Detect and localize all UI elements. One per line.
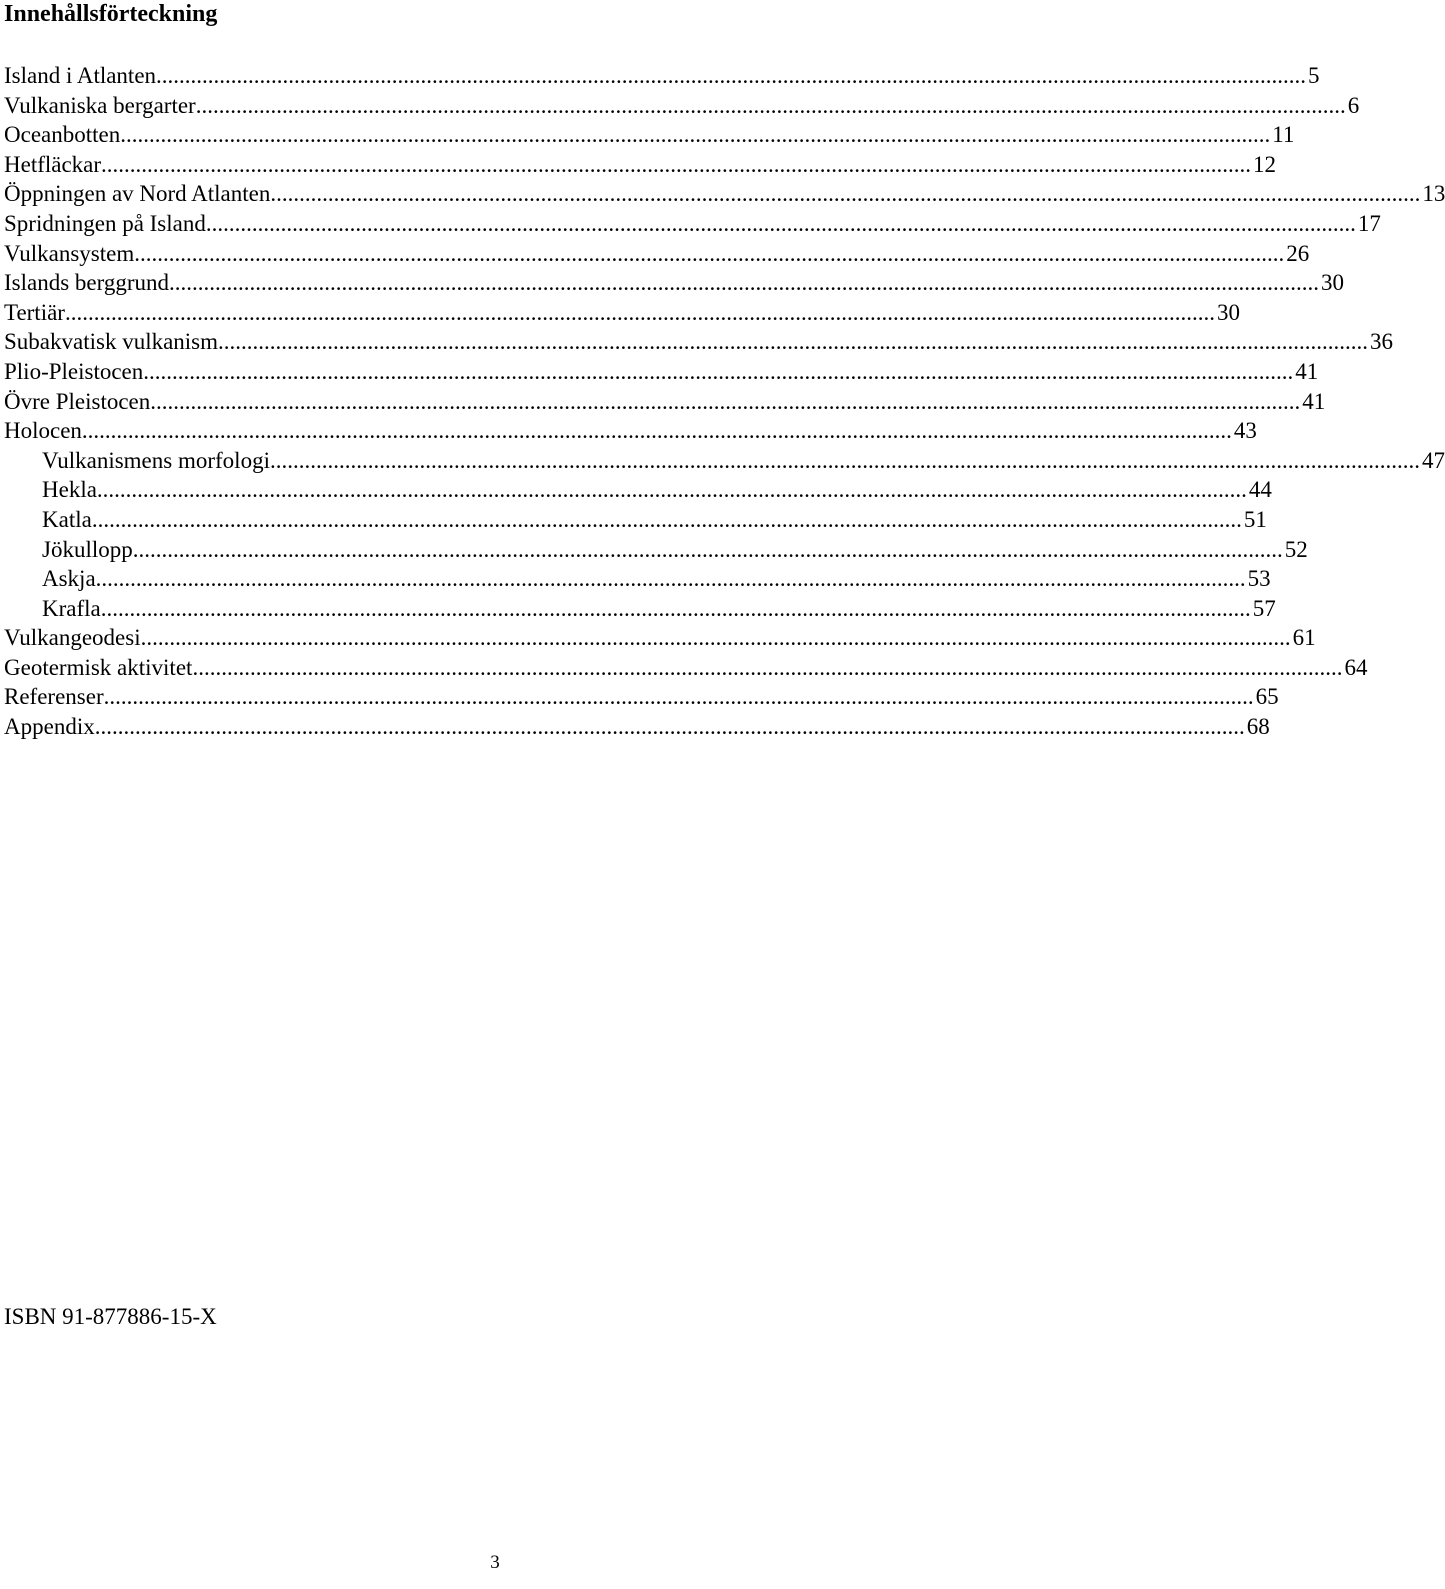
dot-leader: ........................................................................................................................................................................................................: [205, 210, 1356, 236]
toc-entry-page: 52: [1284, 536, 1308, 562]
toc-entry[interactable]: [4, 446, 1445, 476]
toc-entry[interactable]: [4, 712, 1270, 742]
dot-leader: ........................................................................................................................................................................................................: [134, 240, 1285, 266]
dot-leader: ........................................................................................................................................................................................................: [91, 506, 1242, 532]
toc-entry-title: Oceanbotten: [4, 122, 121, 148]
dot-leader: ........................................................................................................................................................................................................: [169, 270, 1320, 296]
toc-entry-page: 6: [1347, 92, 1360, 118]
toc-entry[interactable]: [4, 594, 1276, 624]
toc-entry-page: 43: [1233, 418, 1257, 444]
dot-leader: ........................................................................................................................................................................................................: [270, 181, 1421, 207]
toc-entry-title: Tertiär: [4, 299, 65, 325]
toc-entry-title: Katla: [42, 506, 92, 532]
toc-entry[interactable]: [4, 387, 1326, 417]
toc-entry-page: 44: [1248, 477, 1272, 503]
toc-entry-title: Jökullopp: [42, 536, 133, 562]
toc-entry[interactable]: [4, 91, 1360, 121]
dot-leader: ........................................................................................................................................................................................................: [101, 151, 1252, 177]
dot-leader: ........................................................................................................................................................................................................: [150, 388, 1301, 414]
dot-leader: ........................................................................................................................................................................................................: [269, 447, 1420, 473]
toc-entry[interactable]: [4, 564, 1271, 594]
toc-entry-page: 26: [1286, 240, 1310, 266]
dot-leader: ........................................................................................................................................................................................................: [64, 299, 1215, 325]
toc-entry-page: 41: [1302, 388, 1326, 414]
toc-entry[interactable]: [4, 61, 1320, 91]
dot-leader: ........................................................................................................................................................................................................: [94, 714, 1245, 740]
toc-entry-page: 41: [1295, 358, 1319, 384]
toc-entry[interactable]: [4, 120, 1295, 150]
toc-entry-page: 30: [1216, 299, 1240, 325]
dot-leader: ........................................................................................................................................................................................................: [95, 566, 1246, 592]
toc-entry-page: 68: [1246, 714, 1270, 740]
toc-entry-title: Islands berggrund: [4, 270, 170, 296]
toc-entry-page: 5: [1308, 63, 1320, 88]
toc-entry-page: 11: [1272, 122, 1295, 148]
toc-entry-page: 13: [1422, 181, 1445, 207]
toc-entry[interactable]: [4, 179, 1445, 209]
toc-entry[interactable]: [4, 475, 1272, 505]
toc-entry-title: Appendix: [4, 714, 95, 740]
dot-leader: ........................................................................................................................................................................................................: [195, 92, 1346, 118]
dot-leader: ........................................................................................................................................................................................................: [218, 329, 1369, 355]
table-of-contents: [4, 61, 1445, 742]
toc-entry-title: Öppningen av Nord Atlanten: [4, 181, 271, 207]
toc-entry[interactable]: [4, 327, 1394, 357]
toc-entry-title: Askja: [42, 566, 96, 592]
toc-entry-page: 51: [1243, 506, 1267, 532]
toc-entry-title: Island i Atlanten: [4, 63, 157, 88]
toc-entry-title: Geotermisk aktivitet: [4, 654, 193, 680]
toc-entry-title: Plio-Pleistocen: [4, 358, 144, 384]
toc-entry[interactable]: [4, 239, 1310, 269]
toc-entry-title: Hekla: [42, 477, 97, 503]
dot-leader: ........................................................................................................................................................................................................: [140, 625, 1291, 651]
toc-entry-title: Krafla: [42, 595, 101, 621]
dot-leader: ........................................................................................................................................................................................................: [143, 358, 1294, 384]
toc-entry-title: Övre Pleistocen: [4, 388, 151, 414]
toc-entry[interactable]: [4, 150, 1277, 180]
dot-leader: ........................................................................................................................................................................................................: [132, 536, 1283, 562]
toc-entry-page: 65: [1255, 684, 1279, 710]
toc-heading: Innehållsförteckning: [4, 1, 218, 27]
toc-entry-page: 30: [1321, 270, 1345, 296]
dot-leader: ........................................................................................................................................................................................................: [156, 63, 1307, 88]
toc-entry-title: Subakvatisk vulkanism: [4, 329, 219, 355]
toc-entry-title: Hetfläckar: [4, 151, 102, 177]
toc-entry[interactable]: [4, 416, 1257, 446]
toc-entry-page: 17: [1357, 210, 1381, 236]
toc-entry[interactable]: [4, 623, 1316, 653]
toc-entry-title: Spridningen på Island: [4, 210, 206, 236]
toc-entry-page: 57: [1252, 595, 1276, 621]
dot-leader: ........................................................................................................................................................................................................: [96, 477, 1247, 503]
dot-leader: ........................................................................................................................................................................................................: [100, 595, 1251, 621]
toc-entry[interactable]: [4, 268, 1345, 298]
toc-entry-page: 61: [1292, 625, 1316, 651]
page-number: 3: [490, 1552, 500, 1573]
dot-leader: ........................................................................................................................................................................................................: [120, 122, 1271, 148]
toc-entry[interactable]: [4, 535, 1308, 565]
toc-entry-page: 53: [1247, 566, 1271, 592]
toc-entry[interactable]: [4, 505, 1267, 535]
dot-leader: ........................................................................................................................................................................................................: [103, 684, 1254, 710]
toc-entry-page: 47: [1421, 447, 1445, 473]
toc-entry-title: Holocen: [4, 418, 82, 444]
toc-entry[interactable]: [4, 357, 1319, 387]
toc-entry[interactable]: [4, 653, 1368, 683]
toc-entry-title: Vulkansystem: [4, 240, 135, 266]
toc-entry-title: Vulkanismens morfologi: [42, 447, 270, 473]
toc-entry-page: 36: [1370, 329, 1394, 355]
isbn: ISBN 91-877886-15-X: [4, 1304, 217, 1329]
toc-entry[interactable]: [4, 682, 1279, 712]
toc-entry-title: Vulkaniska bergarter: [4, 92, 196, 118]
toc-entry-title: Vulkangeodesi: [4, 625, 141, 651]
toc-entry-title: Referenser: [4, 684, 104, 710]
toc-entry-page: 12: [1253, 151, 1277, 177]
dot-leader: ........................................................................................................................................................................................................: [192, 654, 1343, 680]
dot-leader: ........................................................................................................................................................................................................: [81, 418, 1232, 444]
toc-entry-page: 64: [1344, 654, 1368, 680]
toc-entry[interactable]: [4, 209, 1381, 239]
toc-entry[interactable]: [4, 298, 1240, 328]
